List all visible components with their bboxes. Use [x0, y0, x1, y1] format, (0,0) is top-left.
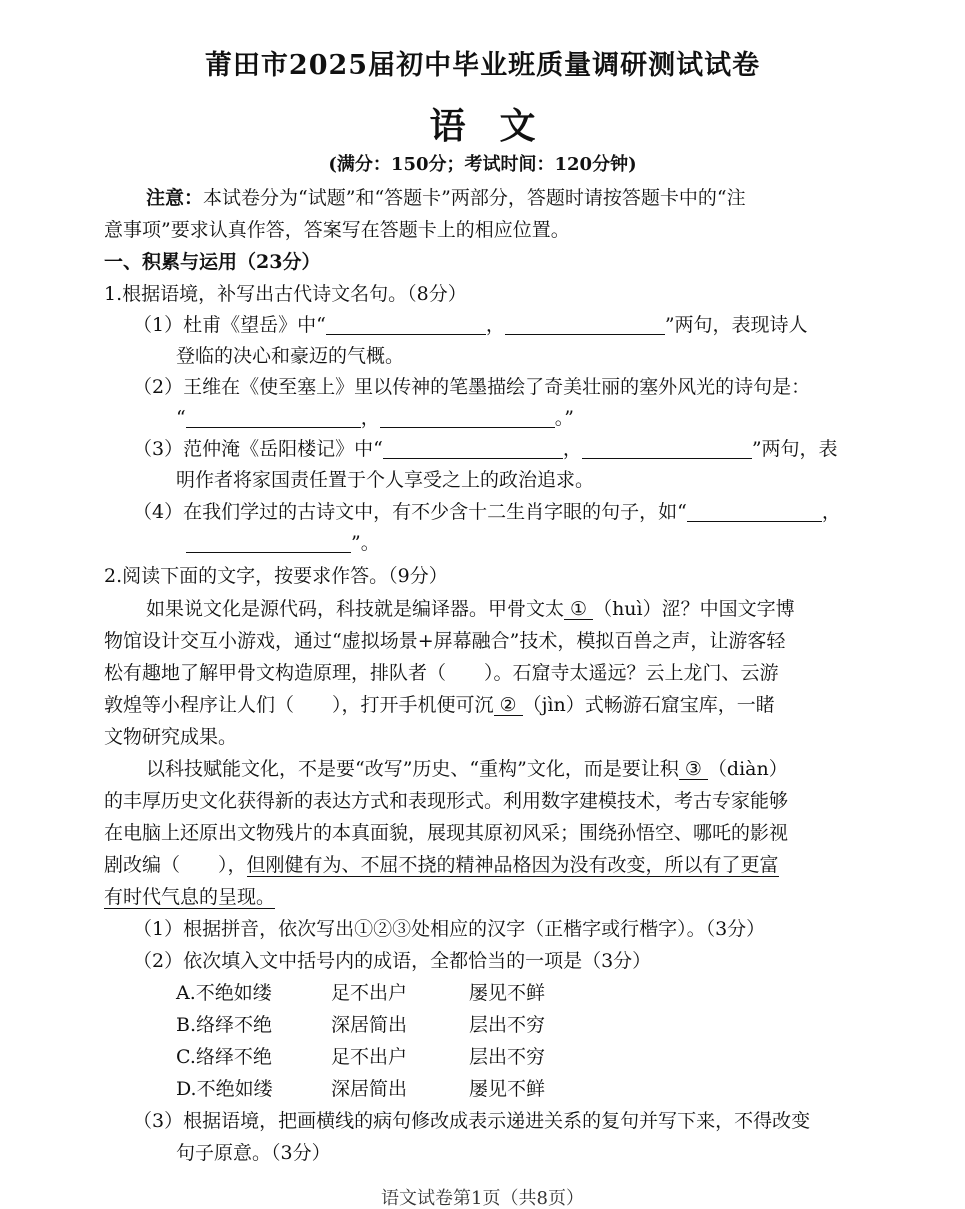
underlined-sentence: 但刚健有为、不屈不挠的精神品格因为没有改变，所以有了更富: [246, 854, 779, 876]
passage-text: （huì）涩？中国文字博: [593, 598, 795, 620]
q1-sub4-close: ”。: [351, 532, 380, 554]
option-word: 深居简出: [331, 1014, 408, 1036]
section-1-title: 一、积累与运用（23分）: [104, 251, 321, 273]
passage-text: 剧改编（ ），: [104, 854, 247, 876]
option-label: C.络绎不绝: [176, 1046, 272, 1068]
q2-stem: 2.阅读下面的文字，按要求作答。（9分）: [104, 565, 448, 587]
answer-blank: [326, 316, 486, 335]
option-word: 足不出户: [331, 1046, 408, 1068]
passage-p1-line2: 物馆设计交互小游戏，通过“虚拟场景+屏幕融合”技术，模拟百兽之声，让游客轻: [104, 630, 786, 652]
q1-sub3-text-a: （3）范仲淹《岳阳楼记》中“: [133, 438, 383, 460]
passage-p2-line4: [104, 856, 779, 875]
q1-sub3-comma: ，: [562, 438, 582, 460]
passage-text: 以科技赋能文化，不是要“改写”历史、“重构”文化，而是要让积: [146, 758, 679, 780]
exam-title: 莆田市2025届初中毕业班质量调研测试试卷: [204, 50, 761, 81]
option-a: [176, 984, 545, 1003]
underlined-sentence: 有时代气息的呈现。: [104, 886, 276, 908]
answer-blank: [380, 409, 555, 428]
q2-sub1: （1）根据拼音，依次写出①②③处相应的汉字（正楷字或行楷字）。（3分）: [133, 918, 766, 940]
marker-3: ③: [679, 760, 708, 780]
q1-sub4-text: （4）在我们学过的古诗文中，有不少含十二生肖字眼的句子，如“: [133, 501, 687, 523]
q1-sub4-line1: [133, 503, 841, 522]
passage-text: （diàn）: [707, 758, 788, 780]
q1-sub2-close: 。”: [554, 407, 574, 429]
option-word: 足不出户: [331, 982, 408, 1004]
option-c: [176, 1048, 545, 1067]
q1-sub1-line1: [133, 316, 808, 335]
option-word: 层出不穷: [469, 1046, 546, 1068]
passage-p2-line1: [146, 760, 788, 780]
passage-text: （jìn）式畅游石窟宝库，一睹: [522, 694, 775, 716]
passage-p1-line5: 文物研究成果。: [104, 726, 238, 748]
passage-p1-line3: 松有趣地了解甲骨文构造原理，排队者（ ）。石窟寺太遥远？云上龙门、云游: [104, 662, 779, 684]
answer-blank: [383, 440, 563, 459]
q1-sub1-text-b: ”两句，表现诗人: [664, 314, 808, 336]
q1-sub1-line2: 登临的决心和豪迈的气概。: [176, 345, 405, 367]
q1-sub1-comma: ，: [485, 314, 505, 336]
answer-blank: [186, 409, 361, 428]
q1-stem: 1.根据语境，补写出古代诗文名句。（8分）: [104, 283, 467, 305]
passage-p2-line5: [104, 888, 275, 907]
notice-line-1: [146, 189, 746, 208]
q1-sub2-comma: ，: [360, 407, 380, 429]
q2-sub2: （2）依次填入文中括号内的成语，全都恰当的一项是（3分）: [133, 950, 652, 972]
marker-2: ②: [494, 696, 523, 716]
q1-sub4-comma: ，: [821, 501, 841, 523]
notice-label: 注意：: [146, 187, 204, 209]
page-footer: 语文试卷第1页（共8页）: [381, 1188, 584, 1209]
score-info: (满分：150分；考试时间：120分钟): [328, 154, 637, 175]
subject-title: 语文: [429, 105, 570, 147]
option-word: 屡见不鲜: [469, 982, 546, 1004]
q1-sub2-open: “: [176, 407, 186, 429]
q2-sub3-line2: 句子原意。（3分）: [176, 1142, 331, 1164]
q1-sub4-line2: [186, 534, 380, 553]
q1-sub3-text-b: ”两句，表: [751, 438, 838, 460]
option-word: 屡见不鲜: [469, 1078, 546, 1100]
passage-p2-line2: 的丰厚历史文化获得新的表达方式和表现形式。利用数字建模技术，考古专家能够: [104, 790, 789, 812]
passage-p2-line3: 在电脑上还原出文物残片的本真面貌，展现其原初风采；围绕孙悟空、哪吒的影视: [104, 822, 789, 844]
q1-sub2-line1: （2）王维在《使至塞上》里以传神的笔墨描绘了奇美壮丽的塞外风光的诗句是：: [133, 376, 811, 398]
option-label: B.络绎不绝: [176, 1014, 273, 1036]
notice-text-1: 本试卷分为“试题”和“答题卡”两部分，答题时请按答题卡中的“注: [203, 187, 746, 209]
passage-p1-line1: [146, 600, 795, 620]
option-label: D.不绝如缕: [176, 1078, 273, 1100]
q1-sub1-text-a: （1）杜甫《望岳》中“: [133, 314, 326, 336]
notice-line-2: 意事项”要求认真作答，答案写在答题卡上的相应位置。: [104, 219, 570, 241]
option-word: 深居简出: [331, 1078, 408, 1100]
option-b: [176, 1016, 545, 1035]
answer-blank: [186, 534, 351, 553]
option-d: [176, 1080, 545, 1099]
option-word: 层出不穷: [469, 1014, 546, 1036]
q1-sub3-line1: [133, 440, 838, 459]
q1-sub2-line2: [176, 409, 574, 428]
q2-sub3-line1: （3）根据语境，把画横线的病句修改成表示递进关系的复句并写下来，不得改变: [133, 1110, 811, 1132]
passage-text: 敦煌等小程序让人们（ ），打开手机便可沉: [104, 694, 494, 716]
answer-blank: [582, 440, 752, 459]
passage-p1-line4: [104, 696, 775, 716]
option-label: A.不绝如缕: [176, 982, 272, 1004]
passage-text: 如果说文化是源代码，科技就是编译器。甲骨文太: [146, 598, 565, 620]
marker-1: ①: [564, 600, 593, 620]
answer-blank: [687, 503, 822, 522]
q1-sub3-line2: 明作者将家国责任置于个人享受之上的政治追求。: [176, 469, 595, 491]
answer-blank: [505, 316, 665, 335]
